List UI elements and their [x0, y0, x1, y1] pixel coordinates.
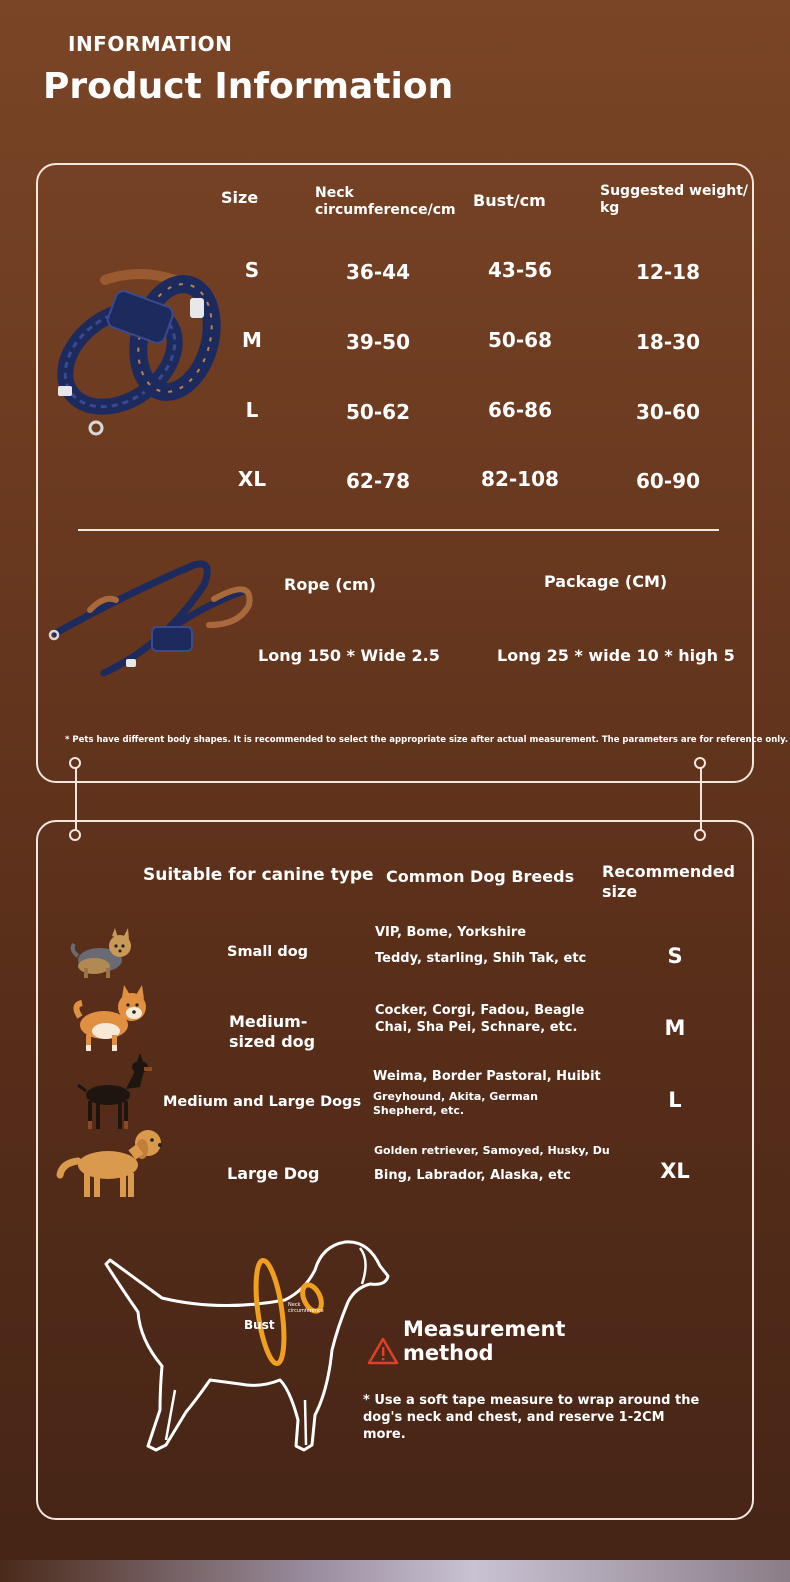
doberman-image: [74, 1055, 154, 1135]
weight-cell: 12-18: [636, 260, 700, 284]
weight-cell: 30-60: [636, 400, 700, 424]
bust-cell: 50-68: [488, 328, 552, 352]
breed-list-line: VIP, Bome, Yorkshire: [375, 925, 527, 940]
recommended-size: XL: [660, 1159, 690, 1183]
breed-type-label: Medium- sized dog: [229, 1012, 316, 1051]
weight-cell: 60-90: [636, 469, 700, 493]
recommended-size: S: [667, 944, 683, 968]
bust-cell: 66-86: [488, 398, 552, 422]
shiba-image: [72, 985, 152, 1053]
harness-image: [50, 268, 220, 438]
rope-value: Long 150 * Wide 2.5: [258, 646, 440, 665]
page-title: Product Information: [43, 66, 454, 107]
neck-cell: 36-44: [346, 260, 410, 284]
golden-retriever-image: [60, 1125, 165, 1200]
rope-label: Rope (cm): [284, 575, 376, 594]
warning-triangle-icon: [367, 1337, 399, 1365]
breed-type-label: Medium and Large Dogs: [163, 1094, 362, 1110]
col-header-breeds: Common Dog Breeds: [386, 867, 575, 886]
bust-cell: 43-56: [488, 258, 552, 282]
recommended-size: M: [664, 1016, 686, 1040]
neck-cell: 39-50: [346, 330, 410, 354]
size-cell: L: [245, 398, 259, 422]
bust-label: Bust: [244, 1318, 275, 1332]
breed-list-line: Golden retriever, Samoyed, Husky, Du: [374, 1144, 610, 1157]
recommended-size: L: [668, 1088, 682, 1112]
breed-list-line: Teddy, starling, Shih Tak, etc: [375, 951, 587, 966]
breed-type-label: Small dog: [227, 944, 309, 960]
col-header-type: Suitable for canine type: [143, 865, 374, 885]
measurement-note: * Use a soft tape measure to wrap around the dog's neck and chest, and reserve 1-2CM more.: [363, 1393, 700, 1442]
connector-ring: [69, 757, 81, 769]
connector-ring: [694, 757, 706, 769]
neck-label: Neck circumference: [288, 1302, 324, 1314]
col-header-size: Size: [221, 188, 259, 207]
neck-cell: 50-62: [346, 400, 410, 424]
breed-type-label: Large Dog: [227, 1164, 320, 1183]
col-header-bust: Bust/cm: [473, 191, 546, 210]
breed-list-line: Greyhound, Akita, German Shepherd, etc.: [373, 1090, 538, 1117]
measurement-title: Measurement method: [403, 1317, 566, 1365]
breed-list-line: Weima, Border Pastoral, Huibit: [373, 1069, 601, 1084]
package-value: Long 25 * wide 10 * high 5: [497, 646, 735, 665]
breed-list-line: Chai, Sha Pei, Schnare, etc.: [375, 1020, 578, 1035]
bust-cell: 82-108: [481, 467, 559, 491]
section-divider: [78, 529, 719, 531]
breed-list-line: Bing, Labrador, Alaska, etc: [374, 1168, 571, 1183]
yorkie-image: [70, 928, 140, 980]
col-header-recommended-size: Recommended size: [602, 862, 735, 901]
size-cell: S: [244, 258, 260, 282]
breed-list-line: Cocker, Corgi, Fadou, Beagle: [375, 1003, 585, 1018]
neck-cell: 62-78: [346, 469, 410, 493]
disclaimer-text: * Pets have different body shapes. It is recommended to select the appropriate size after actual measurement. The parameters are for reference only.: [65, 735, 789, 745]
weight-cell: 18-30: [636, 330, 700, 354]
section-eyebrow: INFORMATION: [68, 32, 233, 56]
bottom-strip: [0, 1560, 790, 1582]
size-cell: M: [242, 328, 262, 352]
col-header-weight: Suggested weight/ kg: [600, 183, 749, 216]
package-label: Package (CM): [544, 572, 668, 591]
leash-image: [44, 555, 259, 690]
dog-outline-illustration: [100, 1240, 400, 1470]
size-cell: XL: [237, 467, 267, 491]
col-header-neck: Neck circumference/cm: [315, 185, 456, 218]
